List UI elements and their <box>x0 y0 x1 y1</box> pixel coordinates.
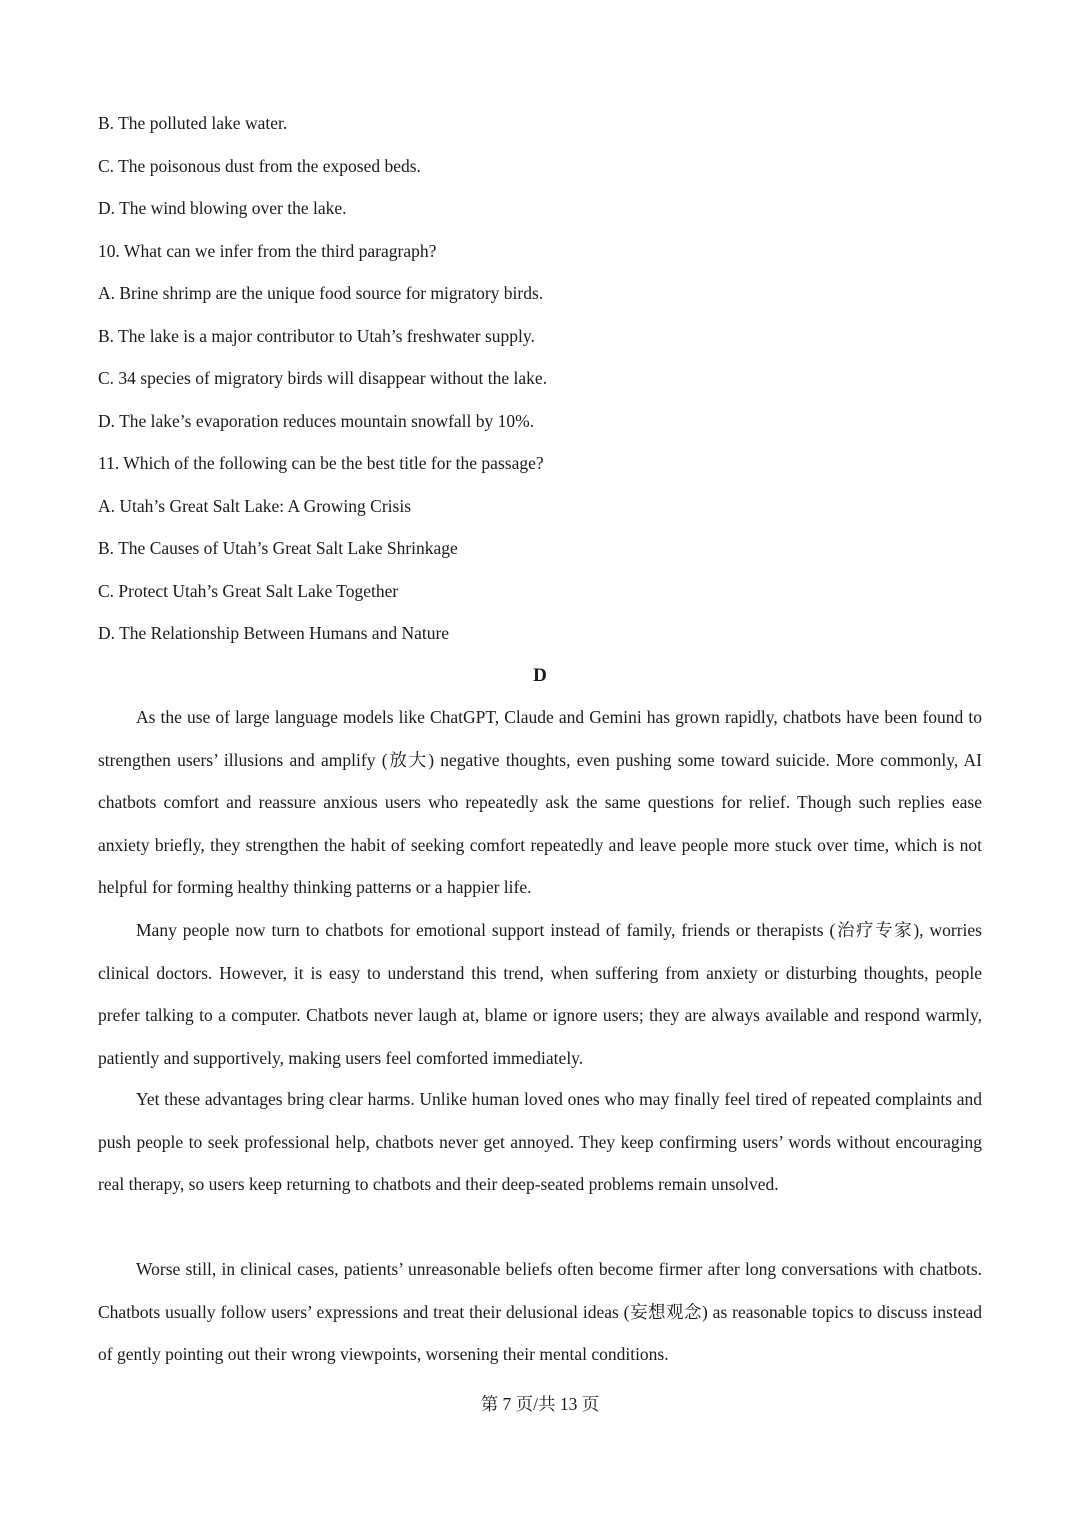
q9-option-b: B. The polluted lake water. <box>98 113 288 133</box>
section-d-title: D <box>533 665 547 686</box>
q9-option-d: D. The wind blowing over the lake. <box>98 198 347 218</box>
q10-option-a: A. Brine shrimp are the unique food source for migratory birds. <box>98 283 544 303</box>
section-d-paragraph-4: Worse still, in clinical cases, patients’ unreasonable beliefs often become firmer after long conversations with chatbots. Chatbots usually follow users’ expressions and treat their delusional ideas (妄想观念) as reasonable topics to discuss instead of gently pointing out their wrong viewpoints, worsening their mental conditions. <box>98 1259 982 1364</box>
q11-option-b: B. The Causes of Utah’s Great Salt Lake Shrinkage <box>98 538 458 558</box>
q11-option-d: D. The Relationship Between Humans and Nature <box>98 623 450 643</box>
q10-stem: 10. What can we infer from the third paragraph? <box>98 241 437 261</box>
q11-option-c: C. Protect Utah’s Great Salt Lake Together <box>98 581 399 601</box>
q9-option-c: C. The poisonous dust from the exposed beds. <box>98 156 421 176</box>
section-d-paragraph-3: Yet these advantages bring clear harms. Unlike human loved ones who may finally feel tired of repeated complaints and push people to seek professional help, chatbots never get annoyed. They keep confirming users’ words without encouraging real therapy, so users keep returning to chatbots and their deep-seated problems remain unsolved. <box>98 1089 982 1194</box>
q11-option-a: A. Utah’s Great Salt Lake: A Growing Crisis <box>98 496 412 516</box>
q11-stem: 11. Which of the following can be the best title for the passage? <box>98 453 544 473</box>
q10-option-d: D. The lake’s evaporation reduces mountain snowfall by 10%. <box>98 411 535 431</box>
page-indicator: 第 7 页/共 13 页 <box>480 1394 600 1414</box>
q10-option-c: C. 34 species of migratory birds will disappear without the lake. <box>98 368 548 388</box>
section-d-paragraph-2: Many people now turn to chatbots for emotional support instead of family, friends or therapists (治疗专家), worries clinical doctors. However, it is easy to understand this trend, when suffering from anxiety or disturbing thoughts, people prefer talking to a computer. Chatbots never laugh at, blame or ignore users; they are always available and respond warmly, patiently and supportively, making users feel comforted immediately. <box>98 920 982 1068</box>
section-d-paragraph-1: As the use of large language models like ChatGPT, Claude and Gemini has grown rapidly, chatbots have been found to strengthen users’ illusions and amplify (放大) negative thoughts, even pushing some toward suicide. More commonly, AI chatbots comfort and reassure anxious users who repeatedly ask the same questions for relief. Though such replies ease anxiety briefly, they strengthen the habit of seeking comfort repeatedly and leave people more stuck over time, which is not helpful for forming healthy thinking patterns or a happier life. <box>98 707 982 897</box>
q10-option-b: B. The lake is a major contributor to Utah’s freshwater supply. <box>98 326 535 346</box>
